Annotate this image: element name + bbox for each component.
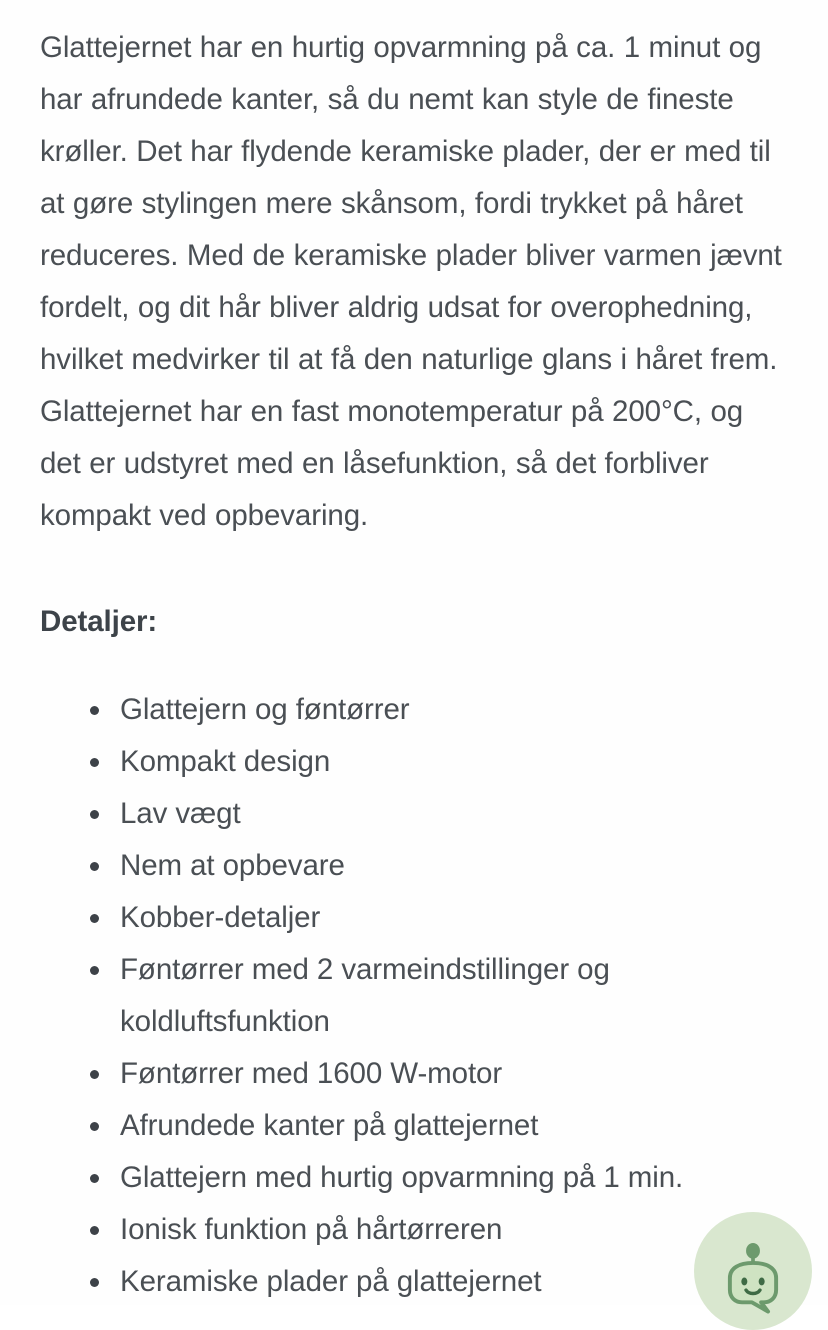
bullet-icon	[90, 758, 99, 767]
chat-bot-launcher-button[interactable]	[694, 1212, 812, 1330]
list-item	[40, 944, 788, 1048]
list-item-label: Kompakt design	[120, 745, 331, 778]
list-item-label: Nem at opbevare	[120, 849, 345, 882]
bullet-icon	[90, 1174, 99, 1183]
bullet-icon	[90, 706, 99, 715]
product-description-paragraph: Glattejernet har en hurtig opvarmning på ca. 1 minut og har afrundede kanter, så du nemt kan style de fineste krøller. Det har flydende keramiske plader, der er med til at gøre stylingen mere skånsom, fordi trykket på håret reduceres. Med de keramiske plader bliver varmen jævnt fordelt, og dit hår bliver aldrig udsat for overophedning, hvilket medvirker til at få den naturlige glans i håret frem. Glattejernet har en fast monotemperatur på 200°C, og det er udstyret med en låsefunktion, så det forbliver kompakt ved opbevaring.	[40, 31, 782, 532]
list-item	[40, 1048, 788, 1100]
bullet-icon	[90, 810, 99, 819]
list-item-label: Føntørrer med 2 varmeindstillinger og koldluftsfunktion	[120, 953, 610, 1038]
list-item-label: Glattejern med hurtig opvarmning på 1 min.	[120, 1161, 684, 1194]
list-item	[40, 1204, 788, 1256]
list-item-label: Føntørrer med 1600 W-motor	[120, 1057, 503, 1090]
bullet-icon	[90, 1122, 99, 1131]
list-item	[40, 684, 788, 736]
bullet-icon	[90, 1226, 99, 1235]
details-list	[40, 642, 788, 1308]
list-item-label: Glattejern og føntørrer	[120, 693, 410, 726]
list-item	[40, 840, 788, 892]
bullet-icon	[90, 914, 99, 923]
list-item-label: Lav vægt	[120, 797, 241, 830]
details-heading: Detaljer:	[40, 605, 158, 638]
bullet-icon	[90, 1278, 99, 1287]
list-item-label: Ionisk funktion på hårtørreren	[120, 1213, 503, 1246]
list-item	[40, 736, 788, 788]
list-item	[40, 788, 788, 840]
list-item	[40, 892, 788, 944]
bullet-icon	[90, 1070, 99, 1079]
list-item-label: Kobber-detaljer	[120, 901, 321, 934]
list-item	[40, 1152, 788, 1204]
list-item	[40, 1100, 788, 1152]
list-item-label: Keramiske plader på glattejernet	[120, 1265, 542, 1298]
bullet-icon	[90, 862, 99, 871]
chat-bot-robot-icon	[716, 1241, 790, 1315]
list-item	[40, 1256, 788, 1308]
content-column	[40, 0, 788, 1308]
bullet-icon	[90, 966, 99, 975]
list-item-label: Afrundede kanter på glattejernet	[120, 1109, 539, 1142]
